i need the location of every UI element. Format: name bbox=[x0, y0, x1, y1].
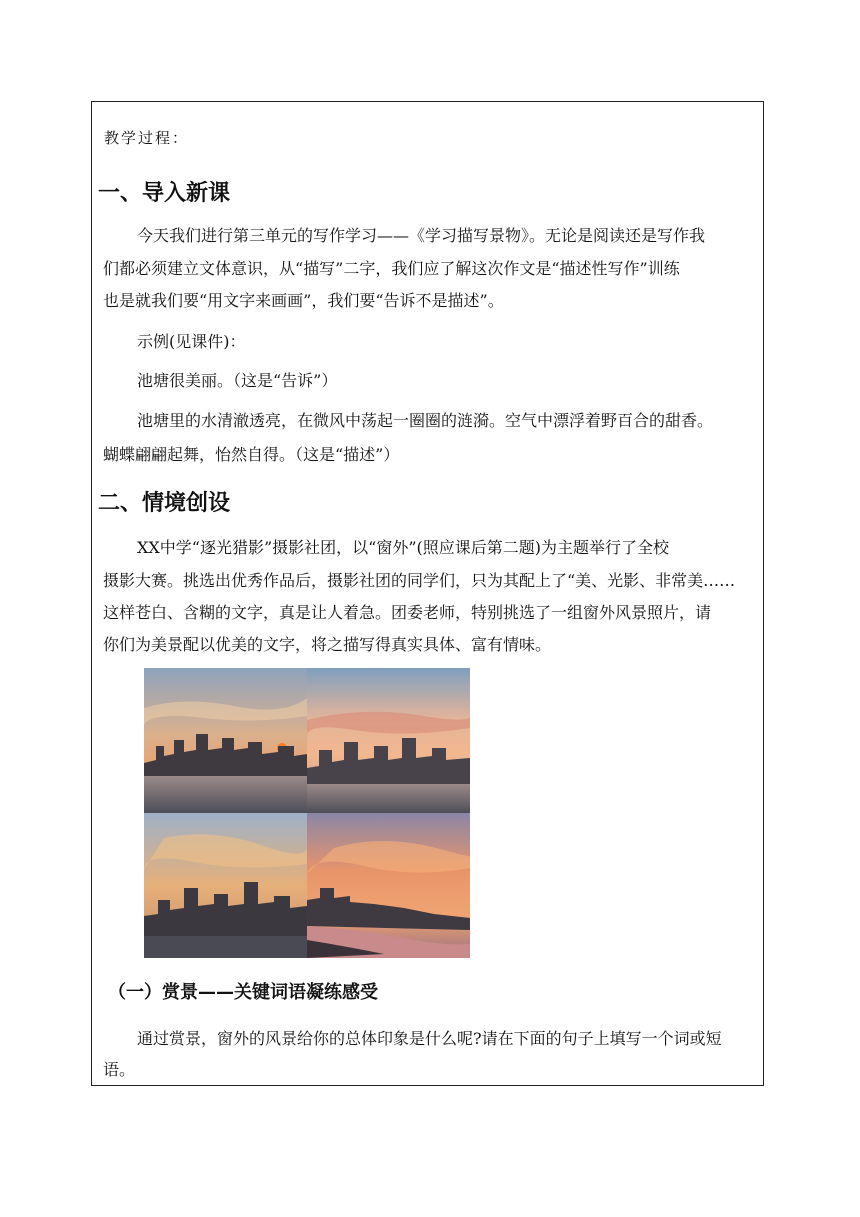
paragraph-line: 通过赏景，窗外的风景给你的总体印象是什么呢?请在下面的句子上填写一个词或短 bbox=[137, 1029, 722, 1048]
paragraph-line: 摄影大赛。挑选出优秀作品后，摄影社团的同学们，只为其配上了“美、光影、非常美…… bbox=[103, 571, 736, 590]
subsection-heading-appreciate: （一）赏景——关键词语凝练感受 bbox=[108, 982, 378, 1003]
sunset-photo-collage bbox=[144, 668, 470, 958]
section-heading-scenario: 二、情境创设 bbox=[98, 491, 231, 516]
process-label: 教学过程： bbox=[104, 129, 190, 147]
paragraph-line: 你们为美景配以优美的文字，将之描写得真实具体、富有情味。 bbox=[103, 635, 552, 654]
photo-bottom-left bbox=[144, 813, 308, 958]
paragraph-line: 今天我们进行第三单元的写作学习——《学习描写景物》。无论是阅读还是写作我 bbox=[137, 226, 706, 245]
photo-bottom-right bbox=[307, 813, 470, 958]
paragraph-line: 这样苍白、含糊的文字，真是让人着急。团委老师，特别挑选了一组窗外风景照片，请 bbox=[103, 603, 712, 622]
paragraph-line: XX中学“逐光猎影”摄影社团，以“窗外”(照应课后第二题)为主题举行了全校 bbox=[137, 538, 669, 557]
example-label: 示例(见课件)： bbox=[137, 332, 246, 351]
section-heading-intro: 一、导入新课 bbox=[98, 181, 231, 206]
paragraph-line: 语。 bbox=[103, 1060, 136, 1079]
example-describe-line: 池塘里的水清澈透亮，在微风中荡起一圈圈的涟漪。空气中漂浮着野百合的甜香。 bbox=[137, 411, 714, 430]
paragraph-line: 们都必须建立文体意识，从“描写”二字，我们应了解这次作文是“描述性写作”训练 bbox=[103, 259, 680, 278]
photo-top-left bbox=[144, 668, 307, 813]
example-tell: 池塘很美丽。（这是“告诉”） bbox=[137, 371, 338, 390]
paragraph-line: 也是就我们要“用文字来画画”，我们要“告诉不是描述”。 bbox=[103, 291, 504, 310]
photo-top-right bbox=[307, 668, 470, 813]
example-describe-line: 蝴蝶翩翩起舞，怡然自得。（这是“描述”） bbox=[103, 445, 400, 464]
